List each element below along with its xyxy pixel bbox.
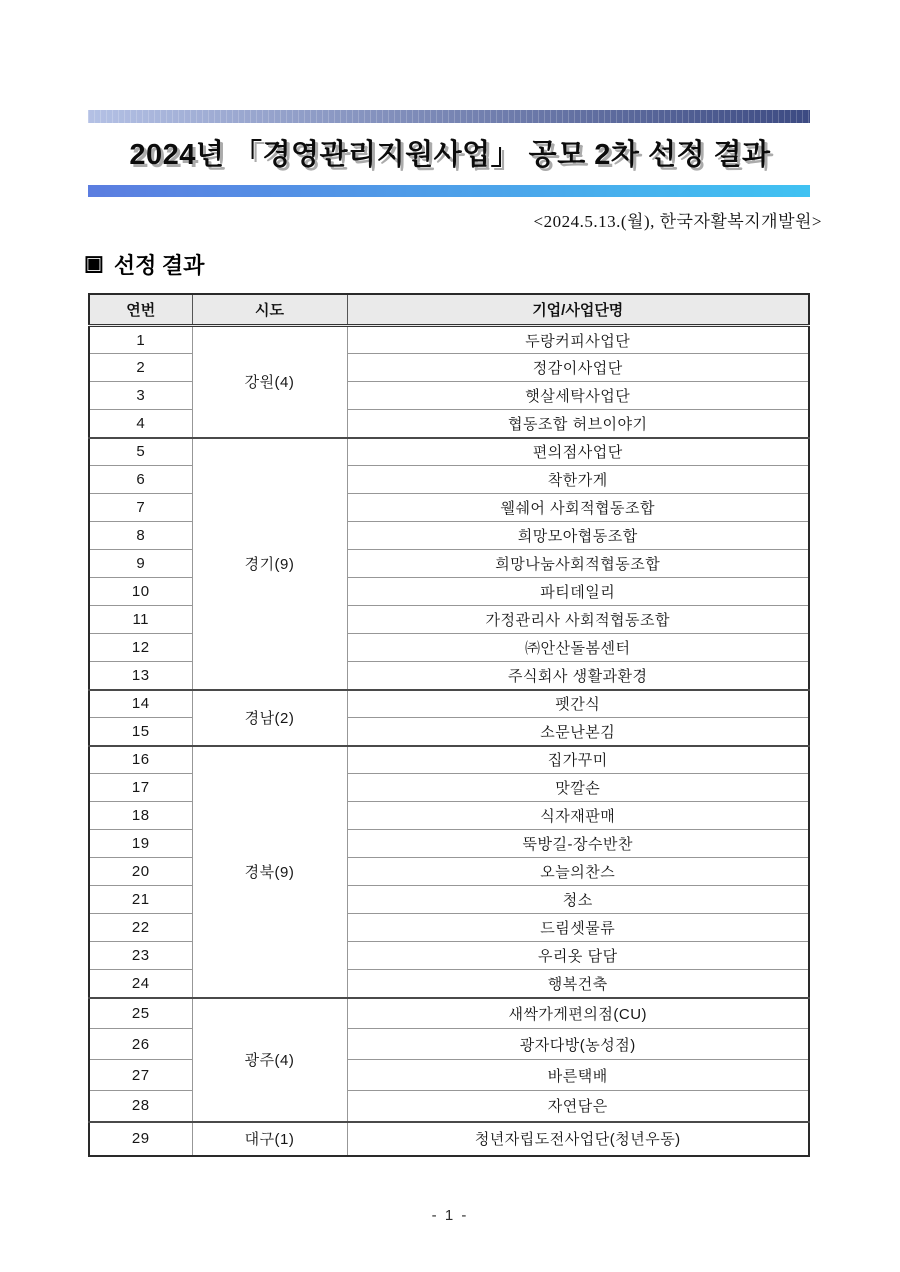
square-bullet-icon: ▣ [84, 251, 104, 275]
section-heading-label: 선정 결과 [113, 253, 205, 278]
sido-cell: 강원(4) [192, 326, 347, 438]
results-table [88, 293, 810, 1157]
row-number-cell: 22 [89, 914, 192, 942]
row-number-cell: 21 [89, 886, 192, 914]
table-row [89, 326, 809, 354]
row-number-cell: 9 [89, 550, 192, 578]
name-cell: 맛깔손 [347, 774, 809, 802]
row-number-cell: 25 [89, 998, 192, 1029]
name-cell: 행복건축 [347, 970, 809, 998]
row-number-cell: 18 [89, 802, 192, 830]
name-cell: 바른택배 [347, 1060, 809, 1091]
name-cell: 자연담은 [347, 1091, 809, 1122]
row-number-cell: 4 [89, 410, 192, 438]
name-cell: 집가꾸미 [347, 746, 809, 774]
row-number-cell: 12 [89, 634, 192, 662]
row-number-cell: 24 [89, 970, 192, 998]
row-number-cell: 6 [89, 466, 192, 494]
row-number-cell: 17 [89, 774, 192, 802]
header-cell-no: 연번 [89, 294, 192, 326]
name-cell: 오늘의찬스 [347, 858, 809, 886]
page-number: - 1 - [431, 1207, 469, 1224]
sido-cell: 대구(1) [192, 1122, 347, 1156]
row-number-cell: 20 [89, 858, 192, 886]
row-number-cell: 1 [89, 326, 192, 354]
name-cell: 파티데일리 [347, 578, 809, 606]
results-table-container [88, 293, 810, 1157]
name-cell: 소문난본김 [347, 718, 809, 746]
row-number-cell: 5 [89, 438, 192, 466]
name-cell: 희망모아협동조합 [347, 522, 809, 550]
table-row [89, 438, 809, 466]
name-cell: 식자재판매 [347, 802, 809, 830]
name-cell: 착한가게 [347, 466, 809, 494]
row-number-cell: 10 [89, 578, 192, 606]
name-cell: 청년자립도전사업단(청년우동) [347, 1122, 809, 1156]
name-cell: 청소 [347, 886, 809, 914]
row-number-cell: 26 [89, 1029, 192, 1060]
row-number-cell: 16 [89, 746, 192, 774]
name-cell: 편의점사업단 [347, 438, 809, 466]
name-cell: 희망나눔사회적협동조합 [347, 550, 809, 578]
name-cell: 주식회사 생활과환경 [347, 662, 809, 690]
row-number-cell: 7 [89, 494, 192, 522]
name-cell: 햇살세탁사업단 [347, 382, 809, 410]
dateline: <2024.5.13.(월), 한국자활복지개발원> [533, 212, 822, 231]
row-number-cell: 15 [89, 718, 192, 746]
top-accent-bar [88, 110, 810, 123]
row-number-cell: 29 [89, 1122, 192, 1156]
bottom-accent-bar [88, 185, 810, 197]
row-number-cell: 28 [89, 1091, 192, 1122]
table-row [89, 690, 809, 718]
name-cell: 웰쉐어 사회적협동조합 [347, 494, 809, 522]
header-cell-name: 기업/사업단명 [347, 294, 809, 326]
name-cell: 드림셋물류 [347, 914, 809, 942]
name-cell: 광자다방(농성점) [347, 1029, 809, 1060]
table-row [89, 746, 809, 774]
row-number-cell: 11 [89, 606, 192, 634]
row-number-cell: 3 [89, 382, 192, 410]
sido-cell: 경북(9) [192, 746, 347, 998]
row-number-cell: 8 [89, 522, 192, 550]
name-cell: 정감이사업단 [347, 354, 809, 382]
sido-cell: 경남(2) [192, 690, 347, 746]
name-cell: 가정관리사 사회적협동조합 [347, 606, 809, 634]
name-cell: 두랑커피사업단 [347, 326, 809, 354]
row-number-cell: 2 [89, 354, 192, 382]
sido-cell: 광주(4) [192, 998, 347, 1122]
name-cell: 협동조합 허브이야기 [347, 410, 809, 438]
results-table-body [89, 326, 809, 1156]
name-cell: 새싹가게편의점(CU) [347, 998, 809, 1029]
name-cell: 뚝방길-장수반찬 [347, 830, 809, 858]
document-title: 2024년 「경영관리지원사업」 공모 2차 선정 결과 [129, 139, 771, 171]
section-heading [84, 249, 204, 280]
row-number-cell: 27 [89, 1060, 192, 1091]
sido-cell: 경기(9) [192, 438, 347, 690]
table-row [89, 998, 809, 1029]
row-number-cell: 13 [89, 662, 192, 690]
row-number-cell: 23 [89, 942, 192, 970]
row-number-cell: 19 [89, 830, 192, 858]
name-cell: 우리옷 담담 [347, 942, 809, 970]
row-number-cell: 14 [89, 690, 192, 718]
table-row [89, 1122, 809, 1156]
table-header-row [89, 294, 809, 326]
name-cell: ㈜안산돌봄센터 [347, 634, 809, 662]
header-cell-sido: 시도 [192, 294, 347, 326]
name-cell: 펫간식 [347, 690, 809, 718]
